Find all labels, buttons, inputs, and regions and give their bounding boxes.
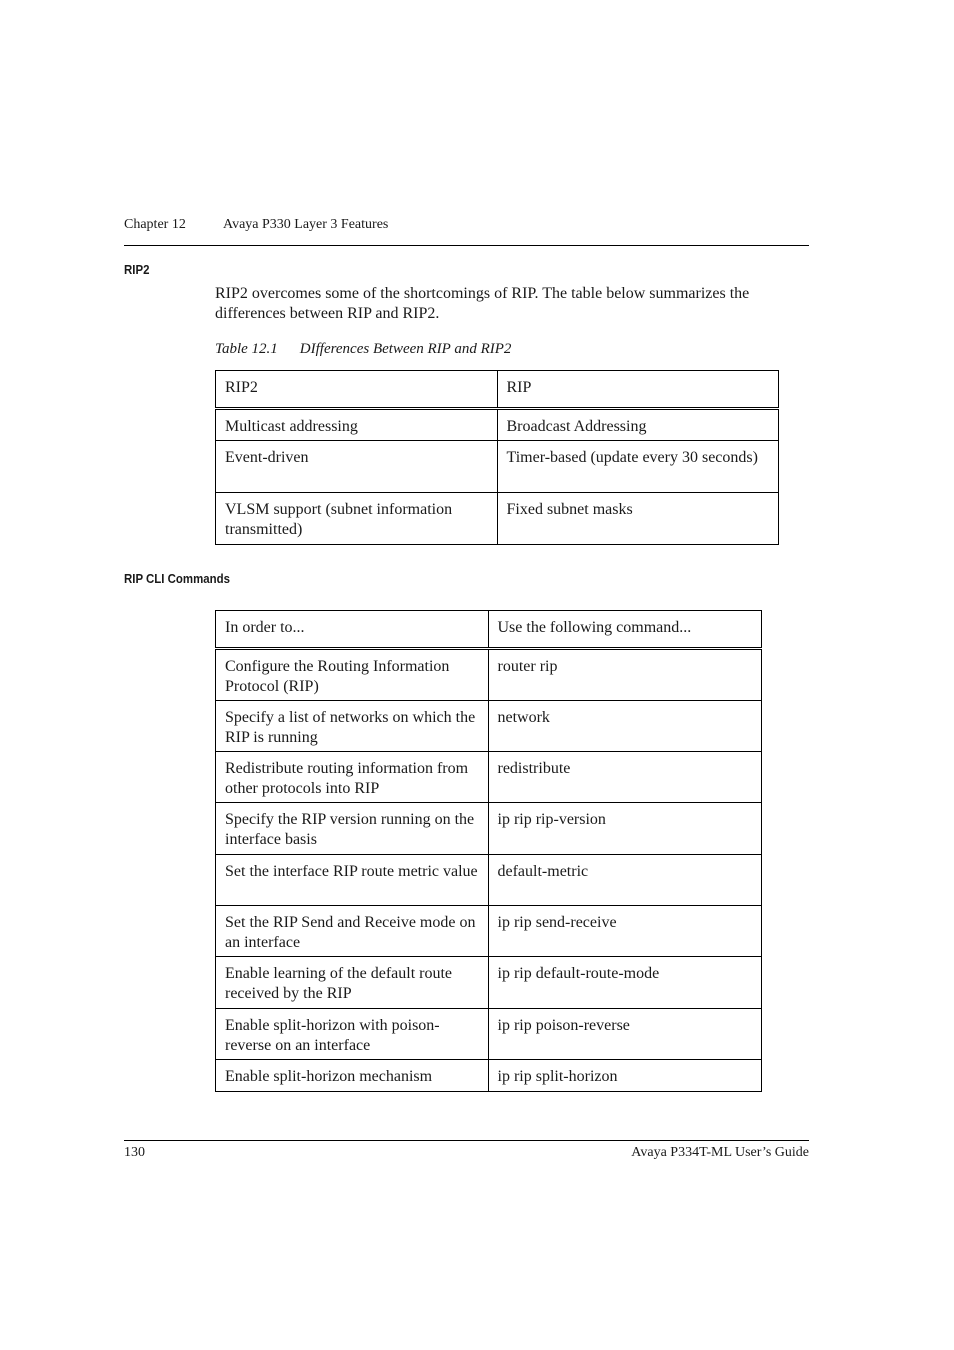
- table-cell: network: [488, 701, 762, 752]
- footer-divider: [124, 1140, 809, 1141]
- table-cell: Enable learning of the default route received by the RIP: [216, 957, 489, 1009]
- table-cell: VLSM support (subnet information transmitted): [216, 493, 498, 545]
- table-row: [216, 1060, 762, 1092]
- header-cell: In order to...: [216, 611, 489, 649]
- table-cell: Set the interface RIP route metric value: [216, 855, 489, 906]
- table-cell: ip rip send-receive: [488, 906, 762, 957]
- table-row: [216, 441, 779, 493]
- table-cell: Specify a list of networks on which the RIP is running: [216, 701, 489, 752]
- chapter-number: Chapter 12: [124, 217, 186, 232]
- page-number: 130: [124, 1145, 145, 1160]
- header-cell: Use the following command...: [488, 611, 762, 649]
- table-cell: default-metric: [488, 855, 762, 906]
- section-heading-rip2: RIP2: [124, 262, 150, 277]
- table-cell: Redistribute routing information from other protocols into RIP: [216, 752, 489, 803]
- table-row: [216, 701, 762, 752]
- rip-comparison-table: [215, 370, 779, 545]
- intro-paragraph: RIP2 overcomes some of the shortcomings of RIP. The table below summarizes the differences between RIP and RIP2.: [215, 285, 750, 322]
- table-row: [216, 409, 779, 441]
- table-header-row: [216, 371, 779, 409]
- table-cell: Broadcast Addressing: [497, 409, 779, 441]
- table-cell: Fixed subnet masks: [497, 493, 779, 545]
- rip-cli-commands-table: [215, 610, 762, 1092]
- table-header-row: [216, 611, 762, 649]
- table-row: [216, 493, 779, 545]
- table-cell: Timer-based (update every 30 seconds): [497, 441, 779, 493]
- header-divider: [124, 245, 809, 246]
- table-cell: Specify the RIP version running on the interface basis: [216, 803, 489, 855]
- table-row: [216, 649, 762, 701]
- table-cell: redistribute: [488, 752, 762, 803]
- table-cell: Set the RIP Send and Receive mode on an interface: [216, 906, 489, 957]
- table-caption: [215, 340, 511, 359]
- table-row: [216, 906, 762, 957]
- table-caption-title: DIfferences Between RIP and RIP2: [299, 341, 512, 357]
- guide-title: Avaya P334T-ML User’s Guide: [631, 1145, 809, 1160]
- chapter-title: Avaya P330 Layer 3 Features: [223, 217, 389, 232]
- table-row: [216, 803, 762, 855]
- table-row: [216, 957, 762, 1009]
- table-row: [216, 855, 762, 906]
- table-cell: Multicast addressing: [216, 409, 498, 441]
- header-cell: RIP2: [216, 371, 498, 409]
- table-cell: ip rip split-horizon: [488, 1060, 762, 1092]
- table-cell: Enable split-horizon mechanism: [216, 1060, 489, 1092]
- table-cell: ip rip poison-reverse: [488, 1009, 762, 1060]
- table-cell: ip rip rip-version: [488, 803, 762, 855]
- section-heading-rip-cli: RIP CLI Commands: [124, 571, 230, 586]
- table-caption-number: Table 12.1: [215, 341, 278, 357]
- header-cell: RIP: [497, 371, 779, 409]
- table-cell: Event-driven: [216, 441, 498, 493]
- table-cell: Configure the Routing Information Protocol (RIP): [216, 649, 489, 701]
- table-cell: ip rip default-route-mode: [488, 957, 762, 1009]
- table-cell: router rip: [488, 649, 762, 701]
- table-row: [216, 1009, 762, 1060]
- table-cell: Enable split-horizon with poison-reverse on an interface: [216, 1009, 489, 1060]
- table-row: [216, 752, 762, 803]
